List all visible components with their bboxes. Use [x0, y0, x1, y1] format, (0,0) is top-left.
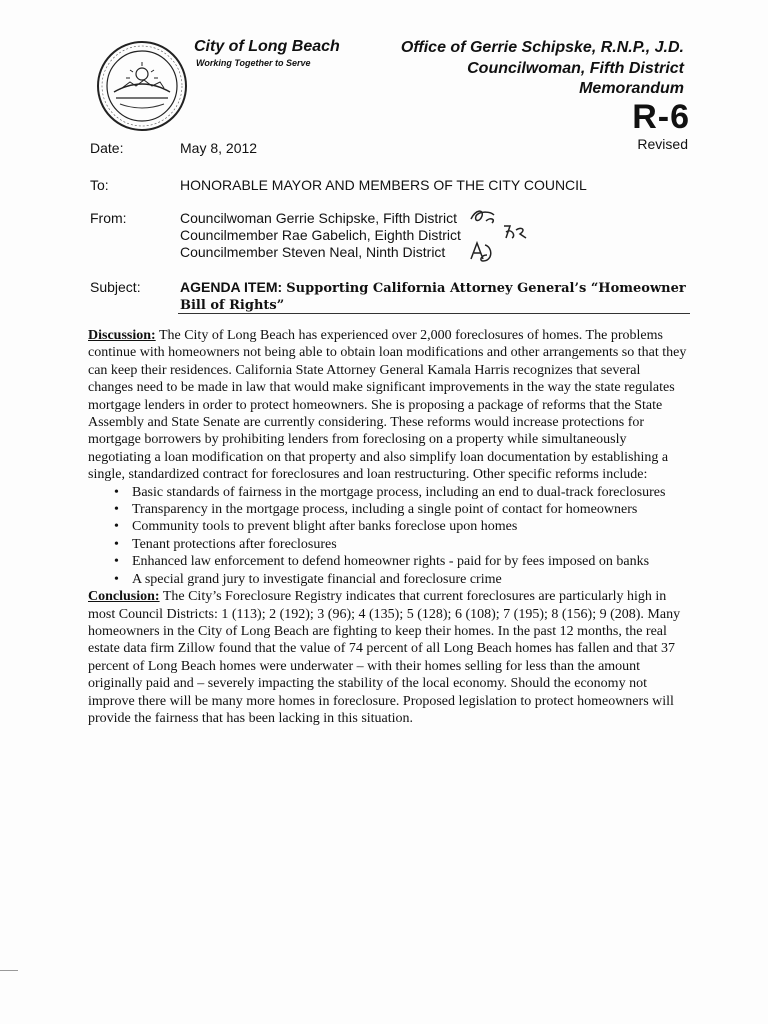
subject-value: [180, 279, 690, 314]
memo-label: Memorandum: [579, 80, 684, 97]
city-name: City of Long Beach: [194, 38, 340, 55]
council-title: Councilwoman, Fifth District: [467, 60, 684, 77]
conclusion-heading: Conclusion:: [88, 589, 160, 605]
discussion-heading: Discussion:: [88, 328, 156, 343]
to-value: HONORABLE MAYOR AND MEMBERS OF THE CITY COUNCIL: [180, 177, 587, 193]
signature-initials-1: [468, 207, 498, 225]
list-item: • Transparency in the mortgage process, including a single point of contact for homeowners: [132, 501, 688, 518]
subject-label: Subject:: [90, 279, 141, 295]
signature-initials-3: [467, 239, 497, 265]
subject-divider: [178, 313, 690, 314]
to-label: To:: [90, 177, 109, 193]
subject-title: Supporting California Attorney General’s “Homeowner Bill of Rights”: [180, 281, 686, 313]
signature-initials-2: [500, 222, 530, 242]
discussion-paragraph: [88, 327, 688, 484]
reforms-list: [88, 484, 688, 588]
list-item: • Basic standards of fairness in the mortgage process, including an end to dual-track foreclosures: [132, 484, 688, 501]
scan-edge-mark: [0, 970, 18, 971]
date-value: May 8, 2012: [180, 140, 258, 156]
city-seal-icon: [96, 40, 188, 132]
from-line: Councilmember Steven Neal, Ninth District: [180, 244, 446, 260]
discussion-text: The City of Long Beach has experienced over 2,000 foreclosures of homes. The problems continue with homeowners not being able to obtain loan modifications and other arrangements so that they can keep their residences. California State Attorney General Kamala Harris recognizes that several changes need to be made in law that would make significant improvements in the way the state regulates mortgage lenders in order to protect homeowners. She is proposing a package of reforms that the State Assembly and State Senate are currently considering. These reforms would increase protections for mortgage borrowers by prohibiting lenders from foreclosing on a property while simultaneously negotiating a loan modification on that property and also simplify loan documentation by establishing a single, standardized contract for foreclosures and loan restructuring. Other specific reforms include:: [88, 328, 687, 483]
list-item: • Community tools to prevent blight after banks foreclose upon homes: [132, 518, 688, 535]
revised-label: Revised: [637, 136, 688, 152]
list-item: • A special grand jury to investigate financial and foreclosure crime: [132, 571, 688, 588]
agenda-item-number: R-6: [632, 98, 690, 136]
conclusion-paragraph: [88, 588, 688, 727]
memo-body: [88, 327, 688, 727]
list-item: • Tenant protections after foreclosures: [132, 536, 688, 553]
from-line: Councilmember Rae Gabelich, Eighth District: [180, 227, 461, 243]
from-list: [180, 210, 461, 261]
city-tagline: Working Together to Serve: [196, 58, 311, 68]
conclusion-text: The City’s Foreclosure Registry indicates that current foreclosures are particularly high in most Council Districts: 1 (113); 2 (192); 3 (96); 4 (135); 5 (128); 6 (108); 7 (195); 8 (156); 9 (208). Many homeowners in the City of Long Beach are fighting to keep their homes. In the past 12 months, the real estate data firm Zillow found that the value of 74 percent of all Long Beach homes has fallen and that 37 percent of Long Beach homes were underwater – with their homes selling for less than the amount originally paid and – severely impacting the stability of the local economy. Should the economy not improve there will be many more homes in foreclosure. Proposed legislation to protect homeowners will provide the fairness that has been lacking in this situation.: [88, 589, 681, 726]
from-label: From:: [90, 210, 127, 226]
office-title: Office of Gerrie Schipske, R.N.P., J.D.: [400, 39, 684, 56]
list-item: • Enhanced law enforcement to defend homeowner rights - paid for by fees imposed on banks: [132, 553, 688, 570]
agenda-item-label: AGENDA ITEM:: [180, 279, 283, 295]
date-label: Date:: [90, 140, 124, 156]
from-line: Councilwoman Gerrie Schipske, Fifth District: [180, 210, 457, 226]
